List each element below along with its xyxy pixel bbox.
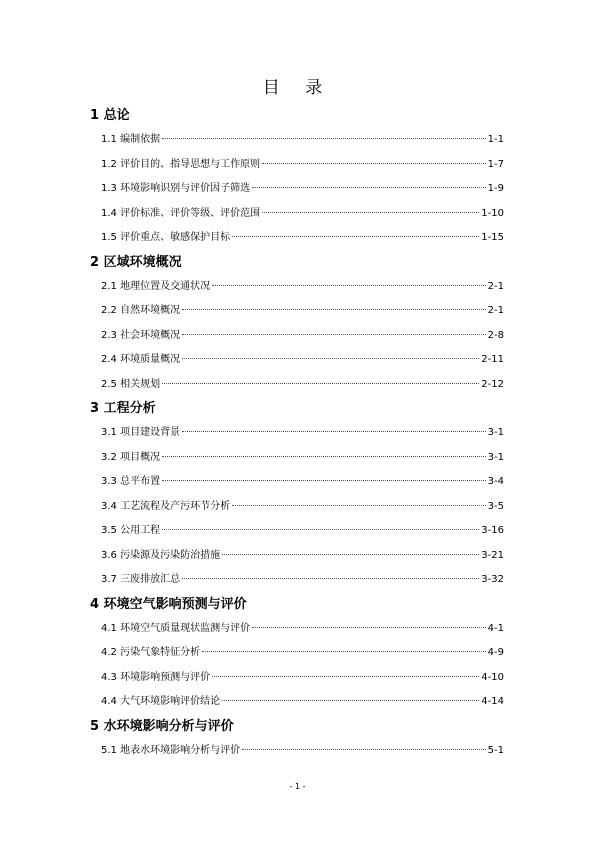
toc-entry-page-number: 1-7 [487,158,504,170]
dot-leader [262,163,486,164]
toc-entry-label: 3.4 工艺流程及产污环节分析 [101,500,231,512]
toc-entry[interactable] [101,544,504,569]
toc-entry-page-number: 3-4 [487,476,504,487]
toc-entry-label: 2.2 自然环境概况 [101,305,181,316]
page-title: 目 录 [262,78,333,98]
dot-leader [162,529,479,530]
toc-entry[interactable] [101,617,504,642]
dot-leader [162,138,486,139]
toc-entry-page-number: 4-14 [481,696,504,707]
toc-entry-label: 2.5 相关规划 [101,378,161,390]
toc-entry[interactable] [101,128,504,153]
toc-entry[interactable] [101,519,504,544]
toc-entry-label: 3.5 公用工程 [101,525,161,536]
dot-leader [232,236,479,237]
toc-entry-page-number: 3-32 [481,574,504,585]
table-of-contents [90,104,504,763]
toc-entry-label: 3.6 污染源及污染防治措施 [101,549,221,561]
toc-chapter-heading[interactable]: 4 环境空气影响预测与评价 [90,596,247,612]
toc-chapter-heading[interactable]: 2 区域环境概况 [90,254,182,270]
toc-entry-page-number: 2-1 [487,305,504,316]
toc-entry-label: 1.4 评价标准、评价等级、评价范围 [101,207,261,219]
toc-entry-page-number: 2-8 [487,329,504,341]
toc-entry-page-number: 1-15 [481,232,504,243]
toc-entry-page-number: 4-1 [487,622,504,634]
toc-entry-label: 3.3 总平布置 [101,476,161,487]
toc-entry-label: 1.5 评价重点、敏感保护目标 [101,232,231,243]
toc-entry[interactable] [101,153,504,178]
toc-entry[interactable] [101,495,504,520]
toc-entry-label: 2.3 社会环境概况 [101,329,181,341]
toc-entry-label: 1.3 环境影响识别与评价因子筛选 [101,183,251,194]
toc-entry-page-number: 3-21 [481,549,504,561]
toc-entry-page-number: 4-9 [487,647,504,658]
dot-leader [252,187,486,188]
dot-leader [212,676,479,677]
toc-entry-label: 4.2 污染气象特征分析 [101,647,201,658]
dot-leader [182,309,486,310]
toc-entry-page-number: 4-10 [481,671,504,683]
toc-chapter-heading[interactable]: 1 总论 [90,108,130,123]
toc-entry-page-number: 3-1 [487,427,504,438]
toc-entry[interactable] [101,373,504,398]
dot-leader [162,480,486,481]
toc-entry-page-number: 3-5 [487,500,504,512]
toc-entry-page-number: 2-12 [481,378,504,390]
dot-leader [182,578,479,579]
dot-leader [242,749,486,750]
dot-leader [162,383,479,384]
toc-entry[interactable] [101,177,504,202]
toc-entry-page-number: 3-1 [487,451,504,463]
toc-entry[interactable] [101,324,504,349]
toc-entry-page-number: 1-9 [487,183,504,194]
toc-entry-label: 5.1 地表水环境影响分析与评价 [101,744,241,756]
page-number: - 1 - [289,782,306,791]
toc-entry-label: 4.3 环境影响预测与评价 [101,671,211,683]
toc-entry[interactable] [101,348,504,373]
dot-leader [262,212,479,213]
toc-entry-label: 4.4 大气环境影响评价结论 [101,696,221,707]
toc-entry-page-number: 3-16 [481,525,504,536]
dot-leader [182,358,479,359]
toc-entry-page-number: 2-1 [487,280,504,292]
toc-entry[interactable] [101,641,504,666]
toc-entry[interactable] [101,226,504,251]
toc-entry-label: 3.2 项目概况 [101,451,161,463]
dot-leader [232,505,486,506]
toc-entry-label: 2.1 地理位置及交通状况 [101,280,211,292]
toc-entry[interactable] [101,446,504,471]
toc-entry[interactable] [101,666,504,691]
toc-entry[interactable] [101,421,504,446]
toc-entry[interactable] [101,568,504,593]
dot-leader [222,554,479,555]
dot-leader [202,651,486,652]
dot-leader [182,431,486,432]
toc-chapter-heading[interactable]: 3 工程分析 [90,401,156,416]
toc-entry[interactable] [101,202,504,227]
toc-entry-page-number: 2-11 [481,354,504,365]
toc-entry-label: 3.1 项目建设背景 [101,427,181,438]
dot-leader [162,456,486,457]
dot-leader [212,285,486,286]
toc-entry-label: 1.1 编制依据 [101,134,161,145]
dot-leader [182,334,486,335]
toc-entry[interactable] [101,690,504,715]
toc-entry-page-number: 1-10 [481,207,504,219]
toc-entry-page-number: 5-1 [487,744,504,756]
toc-entry-label: 1.2 评价目的、指导思想与工作原则 [101,158,261,170]
dot-leader [252,627,486,628]
toc-entry[interactable] [101,299,504,324]
toc-entry-label: 4.1 环境空气质量现状监测与评价 [101,622,251,634]
toc-entry[interactable] [101,470,504,495]
toc-entry-label: 3.7 三废排放汇总 [101,574,181,585]
dot-leader [222,700,479,701]
toc-entry-label: 2.4 环境质量概况 [101,354,181,365]
toc-entry-page-number: 1-1 [487,134,504,145]
toc-chapter-heading[interactable]: 5 水环境影响分析与评价 [90,718,234,734]
toc-entry[interactable] [101,739,504,764]
toc-entry[interactable] [101,275,504,300]
